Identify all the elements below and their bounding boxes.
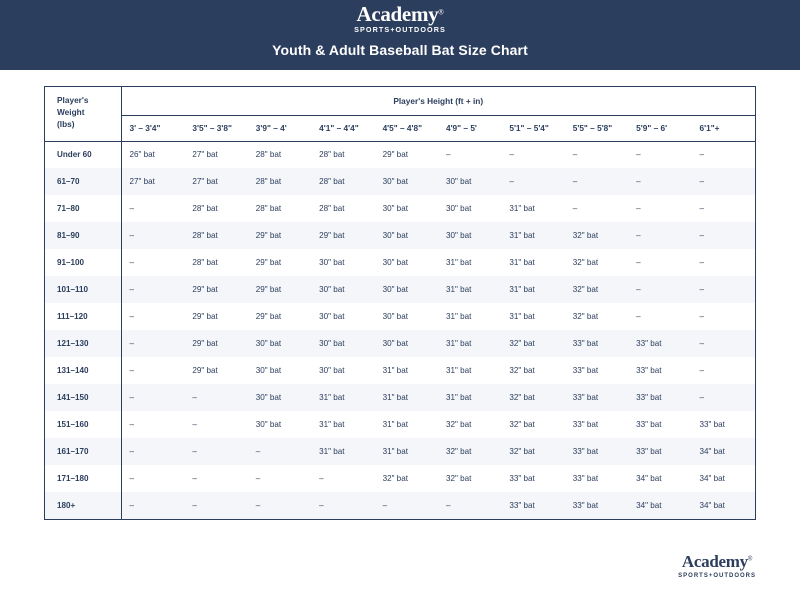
table-row <box>45 141 755 168</box>
cell-bat-size: 32" bat <box>509 366 535 375</box>
row-weight-label: 81–90 <box>45 222 121 249</box>
footer-logo-tagline: SPORTS+OUTDOORS <box>678 573 756 579</box>
cell-bat-size: 28" bat <box>319 204 345 213</box>
cell-bat-size: 31" bat <box>445 366 472 375</box>
cell-bat-size: 30" bat <box>382 177 408 186</box>
cell-bat-size: 31" bat <box>382 447 408 456</box>
table-row <box>45 357 755 384</box>
cell-bat-size: 30" bat <box>382 258 408 267</box>
cell-bat-size: 30" bat <box>319 366 345 375</box>
cell-bat-size: 33" bat <box>572 366 599 375</box>
logo-tagline: SPORTS+OUTDOORS <box>354 25 446 34</box>
table-row <box>45 438 755 465</box>
cell-bat-size: 33" bat <box>572 420 599 429</box>
table-row <box>45 492 755 519</box>
cell-bat-size: 32" bat <box>572 258 599 267</box>
cell-bat-size: – <box>699 339 705 348</box>
registered-trademark-icon: ® <box>438 9 444 17</box>
cell-bat-size: 30" bat <box>255 393 282 402</box>
page-header <box>0 0 800 70</box>
cell-bat-size: 30" bat <box>319 312 345 321</box>
cell-bat-size: 32" bat <box>509 339 535 348</box>
row-weight-label: 71–80 <box>45 195 121 222</box>
bat-size-table <box>45 87 755 519</box>
cell-bat-size: 32" bat <box>445 420 472 429</box>
weight-header-line-2: Weight <box>57 107 85 118</box>
column-header-height-0: 3' – 3'4" <box>121 115 184 141</box>
cell-bat-size: – <box>699 177 705 186</box>
cell-bat-size: 33" bat <box>572 474 599 483</box>
cell-bat-size: – <box>129 474 135 483</box>
cell-bat-size: 30" bat <box>319 258 345 267</box>
table-row <box>45 384 755 411</box>
table-row <box>45 411 755 438</box>
cell-bat-size: 28" bat <box>192 258 218 267</box>
cell-bat-size: 30" bat <box>445 204 472 213</box>
column-header-height-8: 5'9" – 6' <box>628 115 691 141</box>
cell-bat-size: 29" bat <box>382 150 408 160</box>
cell-bat-size: 33" bat <box>509 474 535 483</box>
cell-bat-size: 32" bat <box>572 231 599 240</box>
cell-bat-size: 30" bat <box>255 420 282 429</box>
cell-bat-size: 28" bat <box>319 177 345 186</box>
cell-bat-size: 29" bat <box>192 312 218 321</box>
table-header-row-heights <box>45 115 755 141</box>
cell-bat-size: 31" bat <box>319 420 345 429</box>
cell-bat-size: 31" bat <box>509 258 535 267</box>
cell-bat-size: 28" bat <box>192 231 218 240</box>
cell-bat-size: 30" bat <box>255 339 282 348</box>
table-row <box>45 330 755 357</box>
cell-bat-size: 31" bat <box>509 204 535 213</box>
cell-bat-size: – <box>445 150 451 160</box>
cell-bat-size: 30" bat <box>382 312 408 321</box>
cell-bat-size: 32" bat <box>509 447 535 456</box>
column-header-height-6: 5'1" – 5'4" <box>501 115 564 141</box>
cell-bat-size: – <box>129 231 135 240</box>
table-row <box>45 303 755 330</box>
cell-bat-size: 27" bat <box>192 150 218 160</box>
column-header-height-5: 4'9" – 5' <box>438 115 501 141</box>
cell-bat-size: 31" bat <box>445 285 472 294</box>
cell-bat-size: 33" bat <box>636 447 662 456</box>
row-weight-label: 111–120 <box>45 303 121 330</box>
cell-bat-size: 29" bat <box>255 285 282 294</box>
cell-bat-size: 30" bat <box>255 366 282 375</box>
cell-bat-size: – <box>636 177 641 186</box>
cell-bat-size: 27" bat <box>192 177 218 186</box>
cell-bat-size: 28" bat <box>255 150 282 160</box>
academy-logo-header <box>354 4 446 33</box>
cell-bat-size: 33" bat <box>572 393 599 402</box>
footer-logo-wordmark: Academy <box>681 552 748 571</box>
cell-bat-size: 34" bat <box>699 501 725 510</box>
cell-bat-size: 30" bat <box>382 285 408 294</box>
table-row <box>45 222 755 249</box>
row-weight-label: Under 60 <box>45 141 121 168</box>
cell-bat-size: 30" bat <box>319 285 345 294</box>
column-header-height-3: 4'1" – 4'4" <box>311 115 374 141</box>
row-weight-label: 101–110 <box>45 276 121 303</box>
column-header-height-4: 4'5" – 4'8" <box>375 115 438 141</box>
column-header-height-7: 5'5" – 5'8" <box>565 115 628 141</box>
cell-bat-size: 31" bat <box>382 366 408 375</box>
table-body <box>45 141 755 519</box>
table-row <box>45 249 755 276</box>
cell-bat-size: 28" bat <box>255 177 282 186</box>
cell-bat-size: – <box>192 447 197 456</box>
row-weight-label: 91–100 <box>45 249 121 276</box>
cell-bat-size: – <box>129 312 135 321</box>
cell-bat-size: 34" bat <box>636 501 662 510</box>
cell-bat-size: 30" bat <box>445 177 472 186</box>
cell-bat-size: – <box>255 447 261 456</box>
cell-bat-size: 31" bat <box>445 393 472 402</box>
row-weight-label: 161–170 <box>45 438 121 465</box>
cell-bat-size: 30" bat <box>382 204 408 213</box>
cell-bat-size: 33" bat <box>509 501 535 510</box>
cell-bat-size: – <box>129 339 135 348</box>
table-row <box>45 465 755 492</box>
row-weight-label: 131–140 <box>45 357 121 384</box>
cell-bat-size: 32" bat <box>382 474 408 483</box>
cell-bat-size: 29" bat <box>255 312 282 321</box>
academy-logo-footer <box>678 552 756 579</box>
cell-bat-size: 29" bat <box>255 258 282 267</box>
cell-bat-size: – <box>636 204 641 213</box>
cell-bat-size: 29" bat <box>192 366 218 375</box>
cell-bat-size: 33" bat <box>636 339 662 348</box>
cell-bat-size: – <box>255 501 261 510</box>
cell-bat-size: 34" bat <box>699 474 725 483</box>
cell-bat-size: 31" bat <box>509 231 535 240</box>
column-header-height-2: 3'9" – 4' <box>248 115 311 141</box>
cell-bat-size: 32" bat <box>509 420 535 429</box>
cell-bat-size: – <box>699 312 705 321</box>
table-header-row-top <box>45 87 755 115</box>
cell-bat-size: – <box>699 285 705 294</box>
cell-bat-size: – <box>572 177 578 186</box>
cell-bat-size: – <box>509 177 514 186</box>
cell-bat-size: – <box>636 231 641 240</box>
row-weight-label: 121–130 <box>45 330 121 357</box>
column-header-height-9: 6'1"+ <box>692 115 755 141</box>
cell-bat-size: 33" bat <box>636 366 662 375</box>
cell-bat-size: 31" bat <box>382 393 408 402</box>
cell-bat-size: – <box>445 501 451 510</box>
cell-bat-size: – <box>192 393 197 402</box>
cell-bat-size: – <box>636 312 641 321</box>
cell-bat-size: 32" bat <box>572 312 599 321</box>
page-title: Youth & Adult Baseball Bat Size Chart <box>272 42 528 59</box>
bat-size-table-container <box>44 86 756 520</box>
cell-bat-size: 34" bat <box>636 474 662 483</box>
cell-bat-size: – <box>129 204 135 213</box>
cell-bat-size: – <box>572 204 578 213</box>
cell-bat-size: – <box>699 366 705 375</box>
cell-bat-size: 29" bat <box>192 285 218 294</box>
table-head <box>45 87 755 141</box>
cell-bat-size: 29" bat <box>319 231 345 240</box>
cell-bat-size: – <box>636 150 641 160</box>
row-weight-label: 141–150 <box>45 384 121 411</box>
cell-bat-size: – <box>319 501 324 510</box>
cell-bat-size: – <box>129 393 135 402</box>
cell-bat-size: 28" bat <box>319 150 345 160</box>
cell-bat-size: 32" bat <box>509 393 535 402</box>
cell-bat-size: 32" bat <box>572 285 599 294</box>
cell-bat-size: 27" bat <box>129 177 155 186</box>
cell-bat-size: – <box>699 231 705 240</box>
cell-bat-size: 33" bat <box>636 420 662 429</box>
weight-header-line-1: Player's <box>57 95 89 105</box>
cell-bat-size: – <box>699 258 705 267</box>
cell-bat-size: – <box>699 150 705 160</box>
cell-bat-size: – <box>572 150 578 160</box>
cell-bat-size: 31" bat <box>445 312 472 321</box>
cell-bat-size: 28" bat <box>192 204 218 213</box>
cell-bat-size: – <box>129 366 135 375</box>
cell-bat-size: – <box>129 258 135 267</box>
column-header-height-1: 3'5" – 3'8" <box>184 115 247 141</box>
column-header-height-group: Player's Height (ft + in) <box>121 87 755 115</box>
row-weight-label: 171–180 <box>45 465 121 492</box>
cell-bat-size: – <box>319 474 324 483</box>
cell-bat-size: 33" bat <box>636 393 662 402</box>
table-row <box>45 195 755 222</box>
cell-bat-size: – <box>509 150 514 160</box>
cell-bat-size: 31" bat <box>319 393 345 402</box>
cell-bat-size: – <box>255 474 261 483</box>
cell-bat-size: 28" bat <box>255 204 282 213</box>
cell-bat-size: 31" bat <box>509 312 535 321</box>
cell-bat-size: 31" bat <box>445 258 472 267</box>
cell-bat-size: – <box>129 285 135 294</box>
cell-bat-size: – <box>636 258 641 267</box>
table-row <box>45 168 755 195</box>
cell-bat-size: 31" bat <box>382 420 408 429</box>
cell-bat-size: – <box>192 474 197 483</box>
table-row <box>45 276 755 303</box>
cell-bat-size: 29" bat <box>192 339 218 348</box>
cell-bat-size: – <box>636 285 641 294</box>
cell-bat-size: 30" bat <box>382 339 408 348</box>
footer-registered-trademark-icon: ® <box>747 556 753 563</box>
cell-bat-size: – <box>129 420 135 429</box>
cell-bat-size: – <box>699 393 705 402</box>
cell-bat-size: 31" bat <box>319 447 345 456</box>
cell-bat-size: – <box>129 501 135 510</box>
cell-bat-size: – <box>129 447 135 456</box>
cell-bat-size: – <box>382 501 388 510</box>
cell-bat-size: 26" bat <box>129 150 155 160</box>
cell-bat-size: 30" bat <box>445 231 472 240</box>
cell-bat-size: 32" bat <box>445 474 472 483</box>
row-weight-label: 180+ <box>45 492 121 519</box>
cell-bat-size: 34" bat <box>699 447 725 456</box>
cell-bat-size: – <box>699 204 705 213</box>
cell-bat-size: 30" bat <box>319 339 345 348</box>
cell-bat-size: 33" bat <box>572 339 599 348</box>
cell-bat-size: 31" bat <box>445 339 472 348</box>
weight-header-line-3: (lbs) <box>57 119 75 130</box>
cell-bat-size: 30" bat <box>382 231 408 240</box>
cell-bat-size: 33" bat <box>572 447 599 456</box>
row-weight-label: 61–70 <box>45 168 121 195</box>
cell-bat-size: 29" bat <box>255 231 282 240</box>
cell-bat-size: – <box>192 501 197 510</box>
column-header-weight <box>45 87 121 141</box>
cell-bat-size: 33" bat <box>572 501 599 510</box>
logo-wordmark: Academy <box>356 2 439 26</box>
cell-bat-size: 31" bat <box>509 285 535 294</box>
cell-bat-size: 33" bat <box>699 420 725 429</box>
cell-bat-size: 32" bat <box>445 447 472 456</box>
cell-bat-size: – <box>192 420 197 429</box>
row-weight-label: 151–160 <box>45 411 121 438</box>
